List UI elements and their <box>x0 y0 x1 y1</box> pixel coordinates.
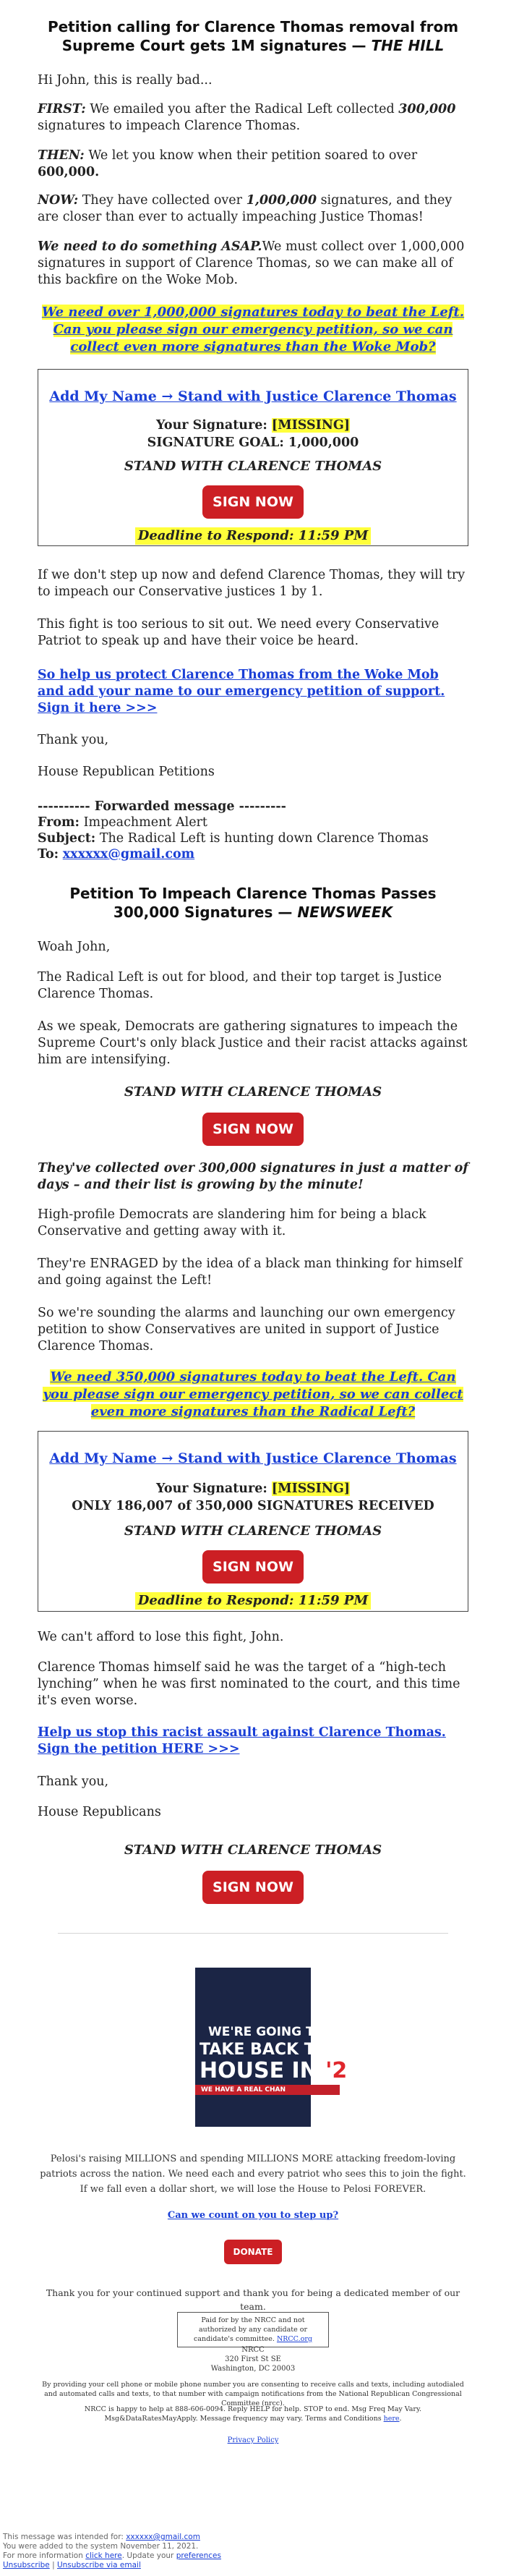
stand-heading-1: STAND WITH CLARENCE THOMAS <box>124 459 382 474</box>
cta-highlight-2 <box>38 1369 468 1421</box>
terms-link[interactable]: here <box>383 2415 400 2423</box>
banner-line-2: TAKE BACK TH <box>200 2041 329 2059</box>
deadline-2: Deadline to Respond: 11:59 PM <box>135 1592 372 1610</box>
from-label: From: <box>38 815 80 830</box>
signature-line-1 <box>38 417 468 434</box>
headline-source: THE HILL <box>371 37 445 54</box>
collected-paragraph: They've collected over 300,000 signatures in just a matter of days – and their list is growing by the minute! <box>38 1161 468 1192</box>
forwarded-from <box>38 815 468 831</box>
now-tail: signatures, and they are closer than ever to actually impeaching Justice Thomas! <box>38 193 453 224</box>
forwarded-to <box>38 846 468 863</box>
greeting: Hi John, this is really bad... <box>38 73 213 88</box>
deadline-1: Deadline to Respond: 11:59 PM <box>135 527 372 545</box>
headline2-text: Petition To Impeach Clarence Thomas Passes 300,000 Signatures <box>69 885 437 921</box>
then-number: 600,000. <box>38 165 100 179</box>
sign-now-button-3[interactable]: SIGN NOW <box>202 1550 304 1584</box>
body3-p2: Clarence Thomas himself said he was the target of a “high-tech lynching” when he was first nominated to the court, and this time it's even worse. <box>38 1660 460 1708</box>
signature-line-2 <box>38 1481 468 1497</box>
to-email-link[interactable]: xxxxxx@gmail.com <box>62 847 195 862</box>
unsubscribe-link[interactable]: Unsubscribe <box>3 2561 50 2569</box>
asap-paragraph <box>38 239 468 289</box>
consent-text: By providing your cell phone or mobile phone number you are consenting to receive calls and texts, including autodialed and automated calls and texts, to that number with campaign notifications from the National Republican Congressional Committee (nrcc). <box>42 2381 464 2407</box>
house-banner-image[interactable] <box>195 1968 348 2127</box>
donate-button[interactable]: DONATE <box>224 2240 282 2264</box>
petition-box-1 <box>38 369 468 546</box>
signature-count: ONLY 186,007 of 350,000 SIGNATURES RECEIVED <box>72 1499 434 1513</box>
then-paragraph <box>38 148 468 181</box>
first-number: 300,000 <box>398 102 456 116</box>
subject-value: The Radical Left is hunting down Clarence Thomas <box>99 831 429 846</box>
address-line-1: 320 First St SE <box>225 2355 281 2363</box>
add-name-link-1[interactable]: Add My Name → Stand with Justice Clarence Thomas <box>49 388 457 404</box>
paid-for-box <box>177 2312 329 2347</box>
first-label: FIRST: <box>38 102 86 116</box>
more-info-pre: For more information <box>3 2551 83 2560</box>
racist-assault-paragraph <box>38 1725 468 1758</box>
sign-now-button-4[interactable]: SIGN NOW <box>202 1871 304 1904</box>
stop-assault-link[interactable]: Help us stop this racist assault against Clarence Thomas. Sign the petition HERE >>> <box>38 1725 446 1756</box>
unsubscribe-email-link[interactable]: Unsubscribe via email <box>56 2561 141 2569</box>
asap-label: We need to do something ASAP. <box>38 239 262 254</box>
more-info <box>3 2551 221 2561</box>
to-label: To: <box>38 847 59 862</box>
body1-p2: This fight is too serious to sit out. We need every Conservative Patriot to speak up and have their voice be heard. <box>38 617 439 648</box>
body2-greeting: Woah John, <box>38 940 111 954</box>
body1-p1: If we don't step up now and defend Clarence Thomas, they will try to impeach our Conservative justices 1 by 1. <box>38 568 466 599</box>
add-name-link-2[interactable]: Add My Name → Stand with Justice Clarence Thomas <box>49 1450 457 1466</box>
subject-label: Subject: <box>38 831 96 846</box>
body3-p1: We can't afford to lose this fight, John. <box>38 1630 284 1644</box>
banner-line-1: WE'RE GOING T <box>208 2025 314 2039</box>
divider <box>58 1933 448 1934</box>
from-value: Impeachment Alert <box>83 815 207 830</box>
headline-text: Petition calling for Clarence Thomas removal from Supreme Court gets 1M signatures <box>47 18 459 54</box>
help-pre: NRCC is happy to help at 888-606-0094. Reply HELP for help. STOP to end. Msg Freq May Vary. Msg&DataRatesMayApply. Message frequency may vary. Terms and Conditions <box>84 2405 422 2423</box>
first-text: We emailed you after the Radical Left collected <box>90 102 395 116</box>
signature-value: [MISSING] <box>271 418 351 433</box>
sign-now-button-1[interactable]: SIGN NOW <box>202 485 304 519</box>
intended-pre: This message was intended for: <box>3 2533 124 2541</box>
forwarded-header: ---------- Forwarded message --------- <box>38 799 286 814</box>
body2-p3: High-profile Democrats are slandering him for being a black Conservative and getting away with it. <box>38 1207 426 1238</box>
stand-heading-4: STAND WITH CLARENCE THOMAS <box>124 1842 382 1858</box>
intended-for <box>3 2532 200 2542</box>
privacy-policy-link[interactable]: Privacy Policy <box>227 2436 279 2444</box>
banner-line-4: WE HAVE A REAL CHAN <box>195 2085 340 2095</box>
footer-pelosi-paragraph: Pelosi's raising MILLIONS and spending MILLIONS MORE attacking freedom-loving patriots across the nation. We need each and every patriot who sees this to join the fight. If we fall even a dollar short, we will lose the House to Pelosi FOREVER. <box>40 2154 466 2195</box>
thanks-2: Thank you, <box>38 1774 109 1789</box>
signoff-2: House Republicans <box>38 1805 161 1819</box>
banner-line-3a: HOUSE IN <box>200 2058 326 2083</box>
then-label: THEN: <box>38 148 85 163</box>
thanks-1: Thank you, <box>38 733 109 747</box>
paid-by-text: Paid for by the NRCC and not authorized by any candidate or candidate's committee. <box>194 2316 308 2343</box>
help-text: NRCC is happy to help at 888-606-0094. Reply HELP for help. STOP to end. Msg Freq May Vary. Msg&DataRatesMayApply. Message frequency may vary. Terms and Conditions here. <box>84 2405 422 2423</box>
privacy-line <box>38 2433 468 2447</box>
signature-goal: SIGNATURE GOAL: 1,000,000 <box>147 435 359 450</box>
org-name: NRCC <box>241 2346 265 2354</box>
then-text: We let you know when their petition soared to over <box>88 148 418 163</box>
unsubscribe-line <box>3 2560 141 2570</box>
body2-p2: As we speak, Democrats are gathering signatures to impeach the Supreme Court's only black Justice and their racist attacks against him are intensifying. <box>38 1019 468 1067</box>
cta-link-2[interactable]: We need 350,000 signatures today to beat the Left. Can you please sign our emergency petition, so we can collect even more signatures than the Radical Left? <box>43 1369 463 1419</box>
asap-text: We must collect over 1,000,000 signatures in support of Clarence Thomas, so we can make all of this backfire on the Woke Mob. <box>38 239 465 287</box>
sign-now-button-2[interactable]: SIGN NOW <box>202 1113 304 1146</box>
protect-link[interactable]: So help us protect Clarence Thomas from the Woke Mob and add your name to our emergency petition of support. Sign it here >>> <box>38 668 445 715</box>
body2-p1: The Radical Left is out for blood, and their top target is Justice Clarence Thomas. <box>38 970 442 1001</box>
headline2-source: NEWSWEEK <box>297 904 393 921</box>
footer-thanks: Thank you for your continued support and thank you for being a dedicated member of our team. <box>46 2287 460 2312</box>
signoff-1: House Republican Petitions <box>38 765 215 779</box>
cta-link-1[interactable]: We need over 1,000,000 signatures today to beat the Left. Can you please sign our emergency petition, so we can collect even more signatures than the Woke Mob? <box>41 305 465 354</box>
stand-heading-2: STAND WITH CLARENCE THOMAS <box>124 1084 382 1100</box>
forwarded-subject <box>38 830 468 847</box>
banner-line-3 <box>200 2059 347 2083</box>
stand-heading-3: STAND WITH CLARENCE THOMAS <box>124 1523 382 1539</box>
signature-label-2: Your Signature: <box>155 1482 267 1496</box>
preferences-link[interactable]: preferences <box>176 2551 221 2560</box>
first-paragraph <box>38 101 468 135</box>
now-label: NOW: <box>38 193 79 208</box>
signature-label: Your Signature: <box>155 418 267 433</box>
headline-newsweek: Petition To Impeach Clarence Thomas Passes 300,000 Signatures — NEWSWEEK <box>69 885 437 921</box>
address-line-2: Washington, DC 20003 <box>210 2365 296 2373</box>
body2-p5: So we're sounding the alarms and launching our own emergency petition to show Conservatives are united in support of Justice Clarence Thomas. <box>38 1306 455 1353</box>
click-here-link[interactable]: click here <box>85 2551 122 2560</box>
now-paragraph <box>38 192 468 226</box>
added-date: You were added to the system November 11, 2021. <box>3 2542 199 2551</box>
protect-link-paragraph <box>38 667 468 717</box>
now-number: 1,000,000 <box>246 193 317 208</box>
petition-box-2 <box>38 1431 468 1612</box>
first-tail: signatures to impeach Clarence Thomas. <box>38 119 301 133</box>
banner-line-3b: '2 <box>325 2058 348 2083</box>
nrcc-link[interactable]: NRCC.org <box>276 2335 312 2343</box>
body2-p4: They're ENRAGED by the idea of a black man thinking for himself and going against the Left! <box>38 1257 463 1288</box>
more-info-mid: . Update your <box>121 2551 174 2560</box>
signature-value-2: [MISSING] <box>271 1482 351 1496</box>
now-text: They have collected over <box>82 193 242 208</box>
headline-the-hill: Petition calling for Clarence Thomas removal from Supreme Court gets 1M signatures — THE HILL <box>47 18 459 54</box>
step-up-link[interactable]: Can we count on you to step up? <box>167 2210 339 2221</box>
unsubscribe-sep: | <box>49 2561 57 2569</box>
intended-email[interactable]: xxxxxx@gmail.com <box>126 2533 200 2541</box>
cta-highlight-1 <box>38 304 468 356</box>
nrcc-address <box>38 2345 468 2373</box>
footer-ask <box>38 2208 468 2222</box>
